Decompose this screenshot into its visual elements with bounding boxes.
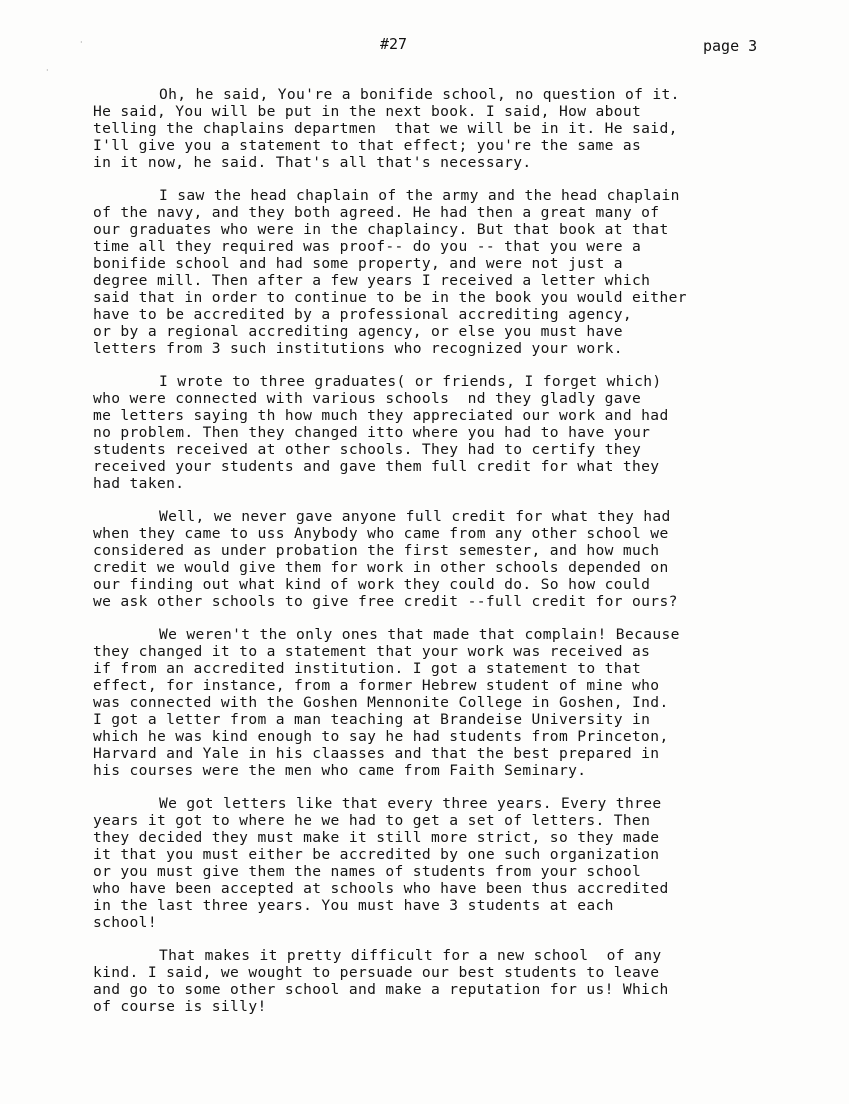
paragraph xyxy=(93,508,833,610)
text-line: letters from 3 such institutions who recognized your work. xyxy=(93,340,623,357)
text-line: received your students and gave them full credit for what they xyxy=(93,458,660,475)
page-number: page 3 xyxy=(703,37,758,55)
text-line: I'll give you a statement to that effect; you're the same as xyxy=(93,137,642,154)
document-number: #27 xyxy=(380,35,408,53)
text-line: telling the chaplains departmen that we will be in it. He said, xyxy=(93,120,678,137)
text-line: it that you must either be accredited by one such organization xyxy=(93,846,660,863)
text-line: of course is silly! xyxy=(93,998,267,1015)
text-line: and go to some other school and make a reputation for us! Which xyxy=(93,981,669,998)
text-line: considered as under probation the first semester, and how much xyxy=(93,542,660,559)
text-line: or by a regional accrediting agency, or else you must have xyxy=(93,323,623,340)
text-line: or you must give them the names of students from your school xyxy=(93,863,642,880)
text-line: which he was kind enough to say he had students from Princeton, xyxy=(93,728,669,745)
text-line: Well, we never gave anyone full credit for what they had xyxy=(159,508,671,525)
text-line: Harvard and Yale in his claasses and that the best prepared in xyxy=(93,745,660,762)
paragraph xyxy=(93,947,833,1015)
text-line: they changed it to a statement that your work was received as xyxy=(93,643,651,660)
text-line: they decided they must make it still more strict, so they made xyxy=(93,829,660,846)
text-line: our graduates who were in the chaplaincy. But that book at that xyxy=(93,221,669,238)
text-line: his courses were the men who came from Faith Seminary. xyxy=(93,762,587,779)
text-line: who have been accepted at schools who have been thus accredited xyxy=(93,880,669,897)
text-line: I got a letter from a man teaching at Brandeise University in xyxy=(93,711,651,728)
text-line: students received at other schools. They had to certify they xyxy=(93,441,642,458)
paragraph xyxy=(93,187,833,357)
body-text xyxy=(93,86,833,1031)
text-line: bonifide school and had some property, and were not just a xyxy=(93,255,623,272)
paragraph xyxy=(93,626,833,779)
text-line: in the last three years. You must have 3 students at each xyxy=(93,897,614,914)
text-line: effect, for instance, from a former Hebrew student of mine who xyxy=(93,677,660,694)
text-line: We got letters like that every three years. Every three xyxy=(159,795,662,812)
text-line: kind. I said, we wought to persuade our best students to leave xyxy=(93,964,660,981)
paragraph xyxy=(93,373,833,492)
text-line: years it got to where he we had to get a set of letters. Then xyxy=(93,812,651,829)
text-line: said that in order to continue to be in the book you would either xyxy=(93,289,687,306)
paragraph xyxy=(93,795,833,931)
text-line: of the navy, and they both agreed. He had then a great many of xyxy=(93,204,660,221)
text-line: I saw the head chaplain of the army and the head chaplain xyxy=(159,187,680,204)
text-line: in it now, he said. That's all that's necessary. xyxy=(93,154,532,171)
paper-speck: · xyxy=(46,66,49,75)
text-line: have to be accredited by a professional accrediting agency, xyxy=(93,306,633,323)
text-line: when they came to uss Anybody who came from any other school we xyxy=(93,525,669,542)
text-line: who were connected with various schools nd they gladly gave xyxy=(93,390,642,407)
paper-speck: · xyxy=(80,38,83,47)
text-line: time all they required was proof-- do you -- that you were a xyxy=(93,238,642,255)
text-line: if from an accredited institution. I got a statement to that xyxy=(93,660,642,677)
text-line: We weren't the only ones that made that complain! Because xyxy=(159,626,680,643)
paragraph xyxy=(93,86,833,171)
text-line: me letters saying th how much they appreciated our work and had xyxy=(93,407,669,424)
text-line: He said, You will be put in the next book. I said, How about xyxy=(93,103,642,120)
text-line: was connected with the Goshen Mennonite College in Goshen, Ind. xyxy=(93,694,669,711)
text-line: Oh, he said, You're a bonifide school, no question of it. xyxy=(159,86,680,103)
text-line: I wrote to three graduates( or friends, I forget which) xyxy=(159,373,662,390)
text-line: That makes it pretty difficult for a new school of any xyxy=(159,947,662,964)
text-line: no problem. Then they changed itto where you had to have your xyxy=(93,424,651,441)
text-line: our finding out what kind of work they could do. So how could xyxy=(93,576,651,593)
text-line: degree mill. Then after a few years I received a letter which xyxy=(93,272,651,289)
text-line: had taken. xyxy=(93,475,185,492)
text-line: we ask other schools to give free credit --full credit for ours? xyxy=(93,593,678,610)
text-line: school! xyxy=(93,914,157,931)
text-line: credit we would give them for work in other schools depended on xyxy=(93,559,669,576)
